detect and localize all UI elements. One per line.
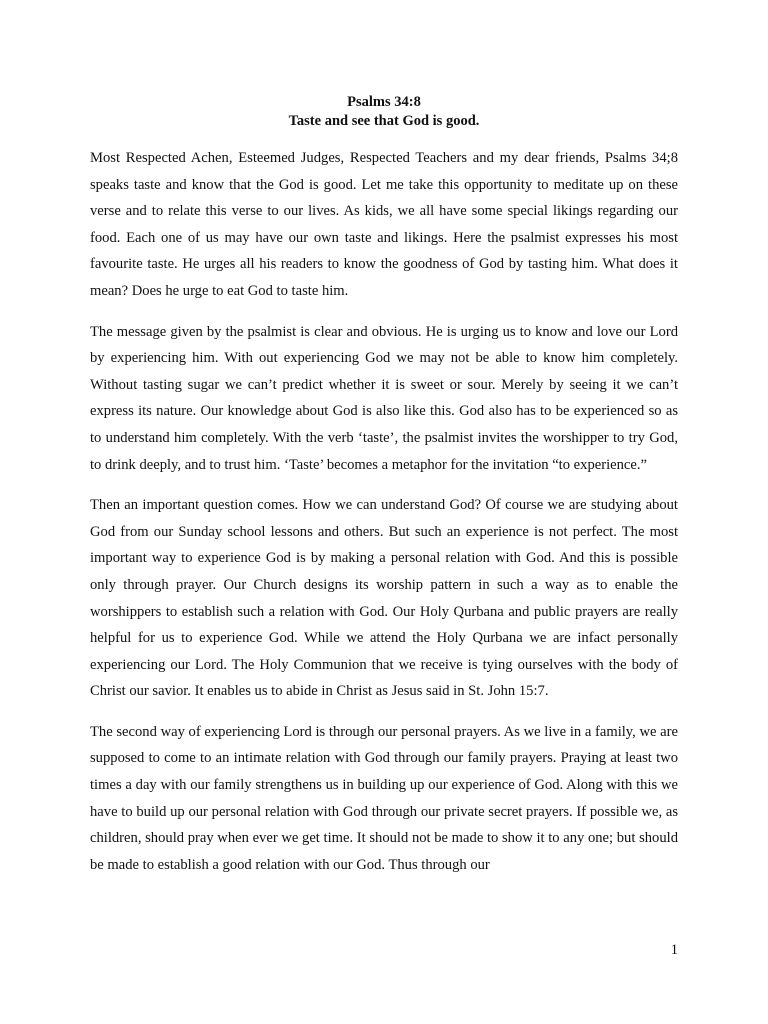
page-subtitle: Taste and see that God is good.	[288, 113, 480, 129]
paragraph-1: Most Respected Achen, Esteemed Judges, Respected Teachers and my dear friends, Psalms 34;8 speaks taste and know that the God is good. Let me take this opportunity to meditate up on these verse and to relate this verse to our lives. As kids, we all have some special likings regarding our food. Each one of us may have our own taste and likings. Here the psalmist expresses his most favourite taste. He urges all his readers to know the goodness of God by tasting him. What does it mean? Does he urge to eat God to taste him.	[90, 150, 678, 299]
paragraph-3: Then an important question comes. How we can understand God? Of course we are studying about God from our Sunday school lessons and others. But such an experience is not perfect. The most important way to experience God is by making a personal relation with God. And this is possible only through prayer. Our Church designs its worship pattern in such a way as to enable the worshippers to establish such a relation with God. Our Holy Qurbana and public prayers are really helpful for us to experience God. While we attend the Holy Qurbana we are infact personally experiencing our Lord. The Holy Communion that we receive is tying ourselves with the body of Christ our savior. It enables us to abide in Christ as Jesus said in St. John 15:7.	[90, 497, 678, 700]
paragraph-2: The message given by the psalmist is clear and obvious. He is urging us to know and love our Lord by experiencing him. With out experiencing God we may not be able to know him completely. Without tasting sugar we can’t predict whether it is sweet or sour. Merely by seeing it we can’t express its nature. Our knowledge about God is also like this. God also has to be experienced so as to understand him completely. With the verb ‘taste’, the psalmist invites the worshipper to try God, to drink deeply, and to trust him. ‘Taste’ becomes a metaphor for the invitation “to experience.”	[90, 323, 678, 473]
body-text	[90, 145, 678, 892]
page-number: 1	[670, 942, 678, 958]
title-block	[90, 93, 678, 131]
paragraph-4: The second way of experiencing Lord is through our personal prayers. As we live in a family, we are supposed to come to an intimate relation with God through our family prayers. Praying at least two times a day with our family strengthens us in building up our experience of God. Along with this we have to build up our personal relation with God through our private secret prayers. If possible we, as children, should pray when ever we get time. It should not be made to show it to any one; but should be made to establish a good relation with our God. Thus through our	[90, 723, 678, 873]
page-title: Psalms 34:8	[347, 94, 421, 110]
